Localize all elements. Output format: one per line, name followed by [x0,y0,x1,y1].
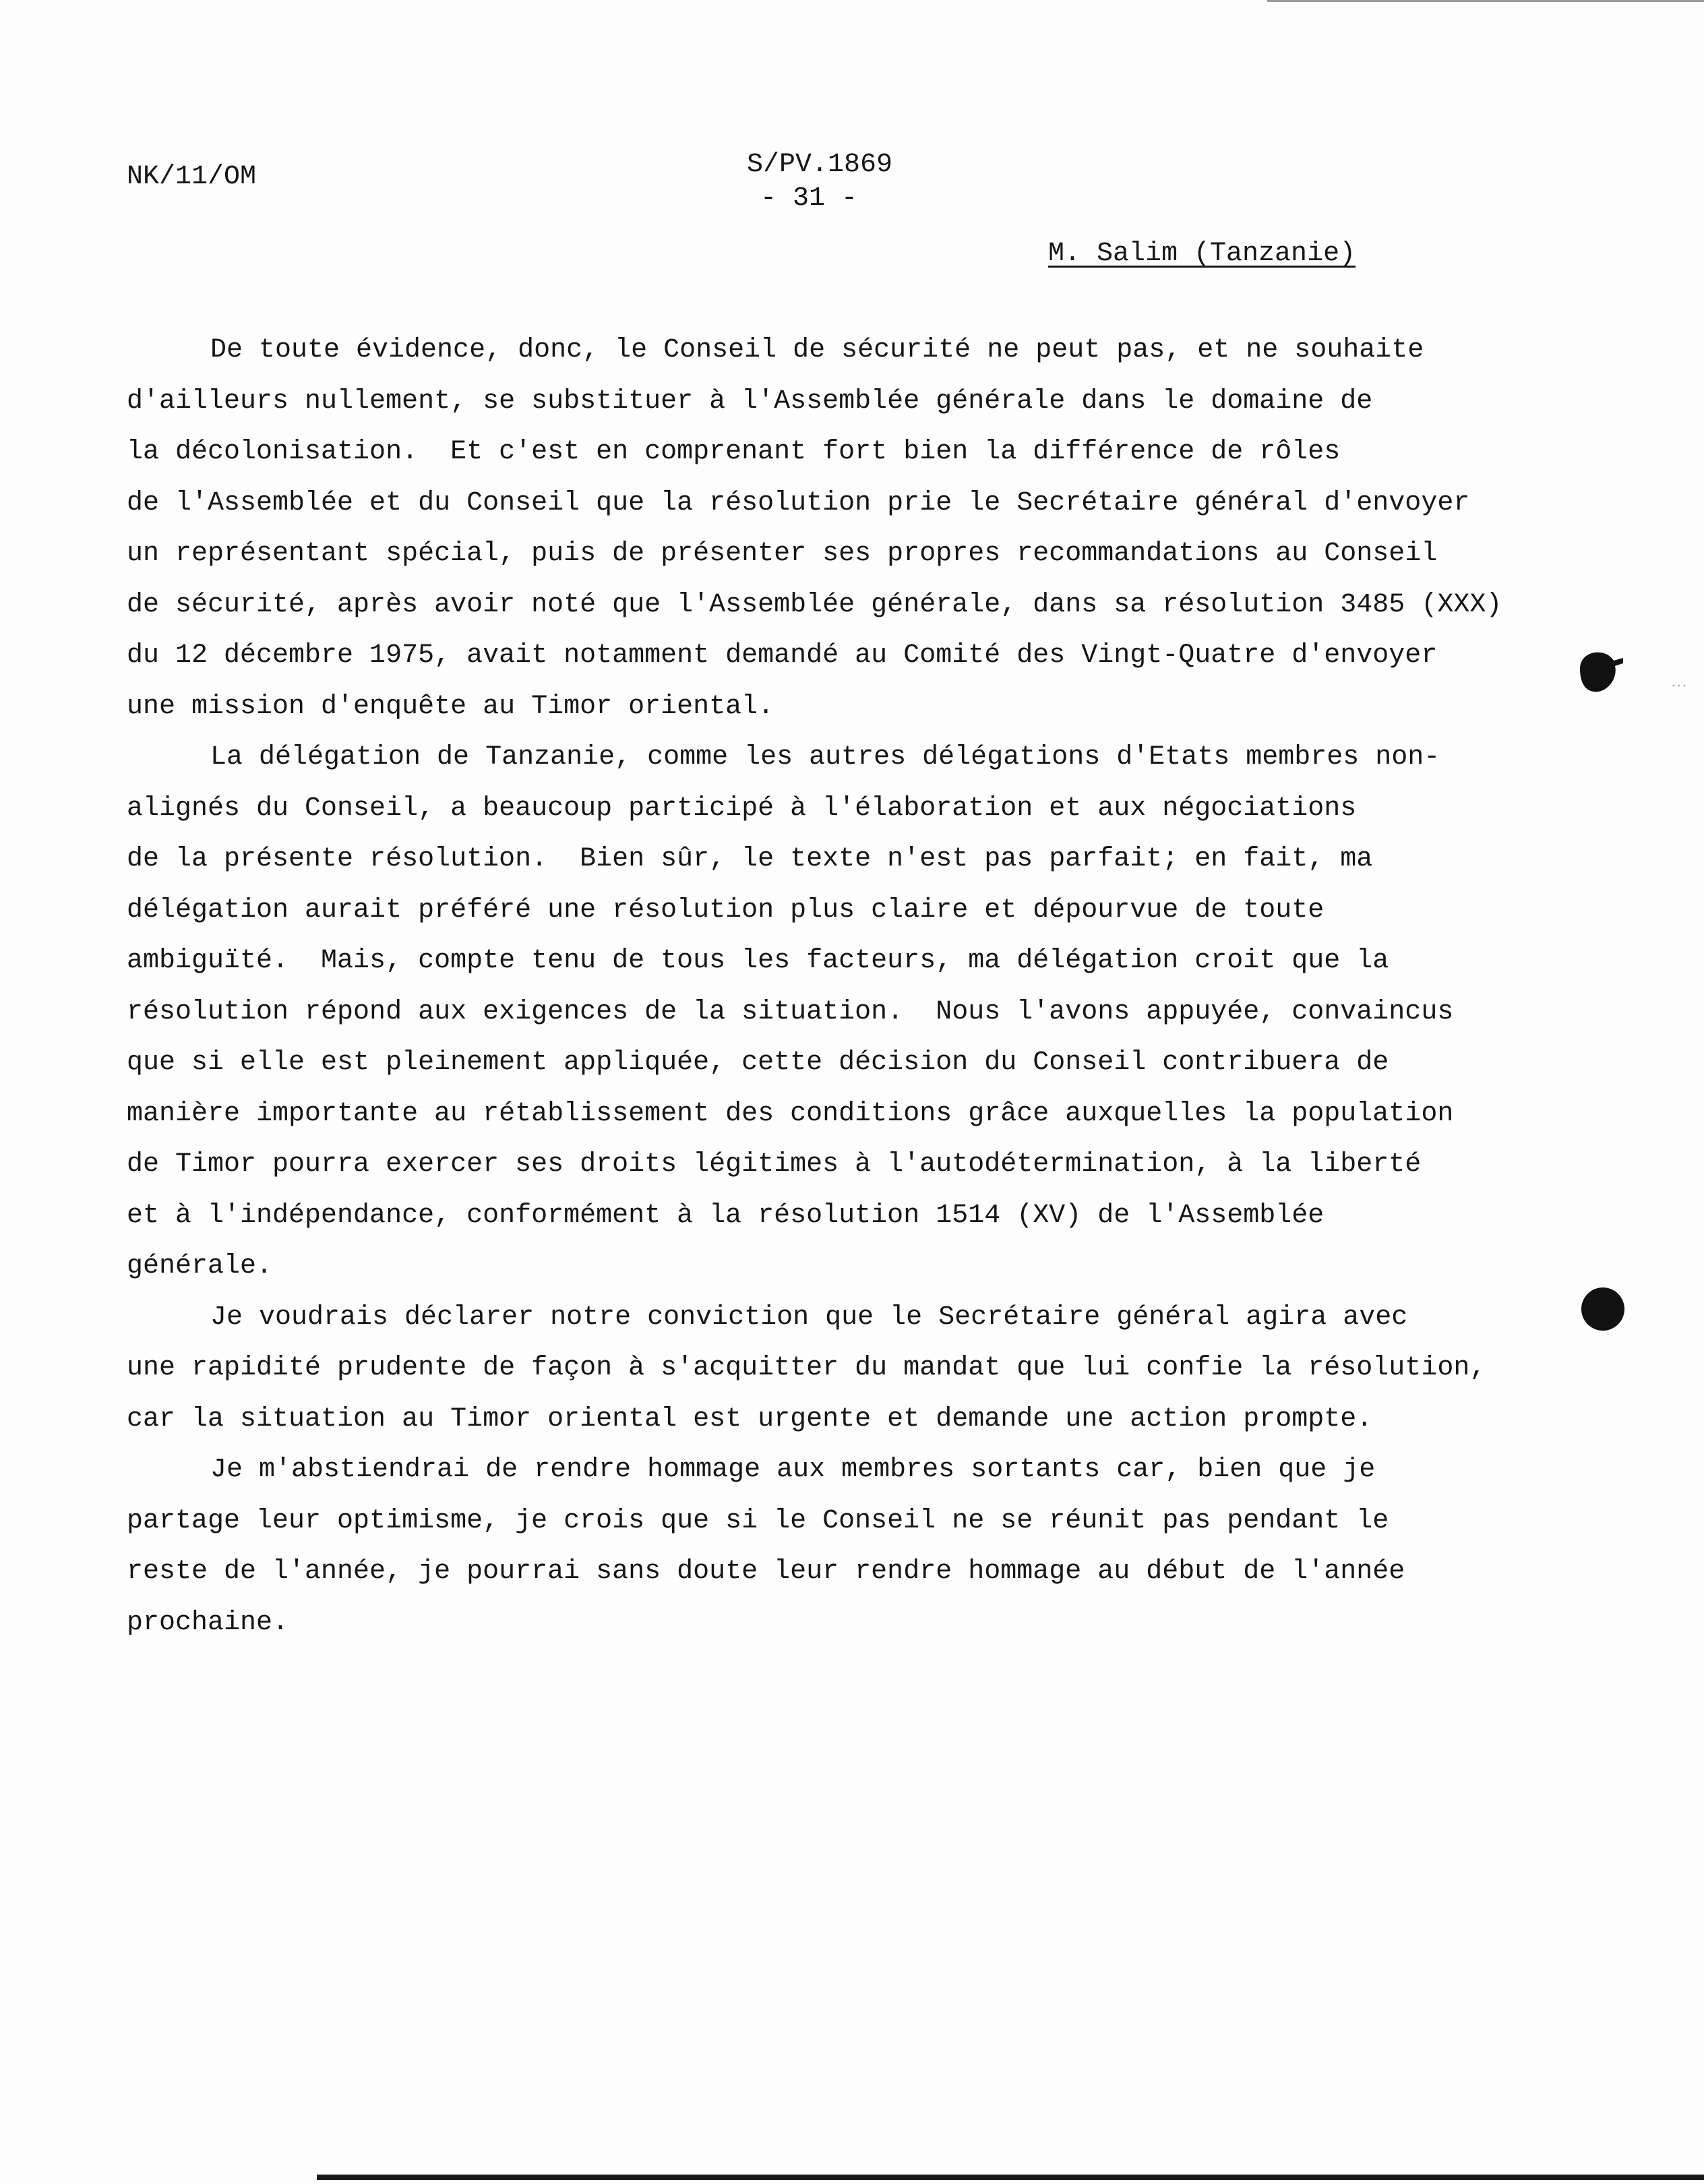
filled-dot-icon [1581,1287,1624,1331]
text-line: une mission d'enquête au Timor oriental. [127,691,774,722]
text-line: du 12 décembre 1975, avait notamment demandé au Comité des Vingt-Quatre d'envoyer [127,640,1438,671]
text-line: résolution répond aux exigences de la situation. Nous l'avons appuyée, convaincus [127,996,1454,1027]
paragraph-4 [127,1445,1556,1648]
top-edge-rule [1267,0,1704,2]
paragraph-3 [127,1292,1556,1445]
text-line: prochaine. [127,1607,289,1638]
document-body [127,325,1556,1648]
text-line: La délégation de Tanzanie, comme les autres délégations d'Etats membres non- [210,742,1440,772]
text-line: Je m'abstiendrai de rendre hommage aux membres sortants car, bien que je [210,1455,1376,1485]
text-line: d'ailleurs nullement, se substituer à l'Assemblée générale dans le domaine de [127,386,1373,417]
text-line: une rapidité prudente de façon à s'acquitter du mandat que lui confie la résolution, [127,1353,1486,1383]
text-line: alignés du Conseil, a beaucoup participé à l'élaboration et aux négociations [127,793,1357,824]
text-line: de la présente résolution. Bien sûr, le texte n'est pas parfait; en fait, ma [127,844,1373,874]
text-line: Je voudrais déclarer notre conviction que le Secrétaire général agira avec [210,1302,1408,1333]
bottom-edge-rule [317,2175,1704,2180]
text-line: partage leur optimisme, je crois que si le Conseil ne se réunit pas pendant le [127,1505,1389,1536]
document-reference-code: NK/11/OM [127,162,257,192]
text-line: manière importante au rétablissement des conditions grâce auxquelles la population [127,1098,1454,1129]
text-line: et à l'indépendance, conformément à la résolution 1514 (XV) de l'Assemblée [127,1200,1325,1231]
text-line: de Timor pourra exercer ses droits légitimes à l'autodétermination, à la liberté [127,1149,1422,1180]
scan-speck-icon [1672,684,1688,688]
pointing-hand-icon [1576,648,1624,694]
text-line: que si elle est pleinement appliquée, cette décision du Conseil contribuera de [127,1048,1389,1078]
text-line: de l'Assemblée et du Conseil que la résolution prie le Secrétaire général d'envoyer [127,487,1470,518]
speaker-name: M. Salim (Tanzanie) [1048,239,1356,269]
page-number: - 31 - [760,183,858,214]
paragraph-1 [127,325,1556,732]
text-line: reste de l'année, je pourrai sans doute leur rendre hommage au début de l'année [127,1556,1405,1587]
text-line: générale. [127,1251,273,1281]
text-line: car la situation au Timor oriental est urgente et demande une action prompte. [127,1403,1373,1434]
text-line: de sécurité, après avoir noté que l'Assemblée générale, dans sa résolution 3485 (XXX) [127,589,1502,620]
text-line: délégation aurait préféré une résolution plus claire et dépourvue de toute [127,894,1325,926]
text-line: un représentant spécial, puis de présenter ses propres recommandations au Conseil [127,539,1438,569]
text-line: ambiguïté. Mais, compte tenu de tous les facteurs, ma délégation croit que la [127,946,1389,976]
text-line: De toute évidence, donc, le Conseil de sécurité ne peut pas, et ne souhaite [210,335,1424,365]
paragraph-2 [127,732,1556,1292]
text-line: la décolonisation. Et c'est en comprenant fort bien la différence de rôles [127,437,1341,467]
document-symbol: S/PV.1869 [747,150,893,180]
